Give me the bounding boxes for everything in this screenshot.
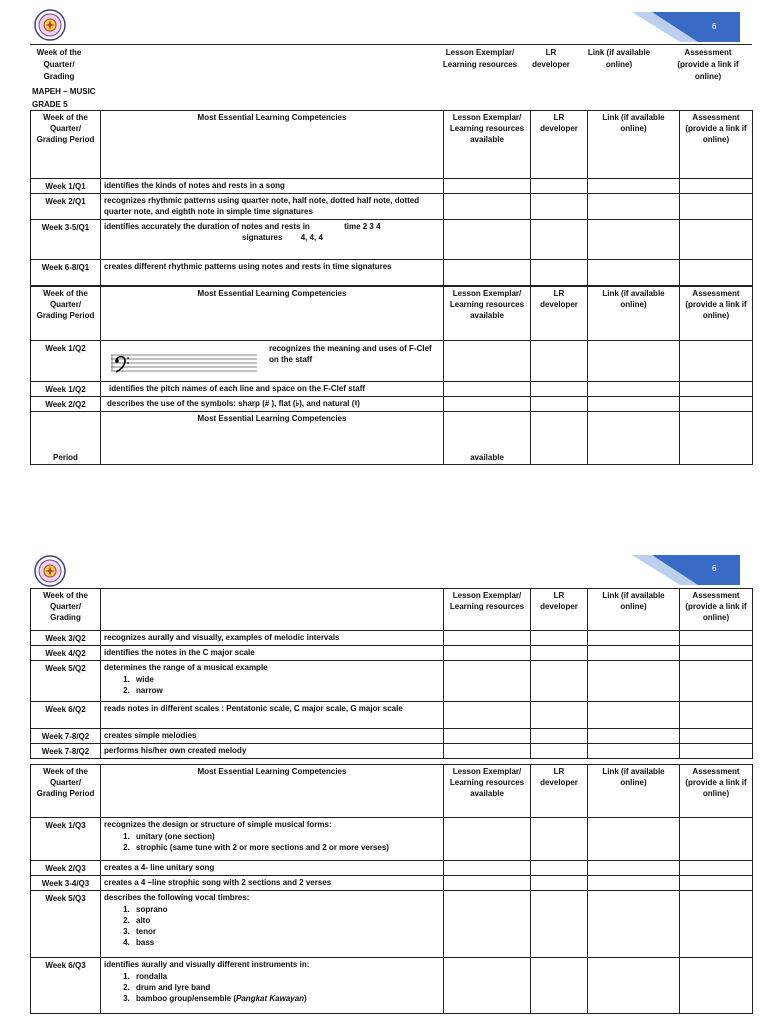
table-row	[31, 876, 753, 891]
signature-values: 4, 4, 4	[300, 233, 323, 242]
competency-cell: creates a 4- line unitary song	[101, 861, 444, 876]
col-link: Link (if available online)	[588, 765, 680, 818]
table-row	[31, 220, 753, 260]
table-row	[31, 260, 753, 286]
week-cell: Week 6/Q3	[31, 958, 101, 1014]
table-row	[31, 729, 753, 744]
header-week: Week of the Quarter/ Grading	[36, 48, 82, 81]
col-lesson: Lesson Exemplar/ Learning resources available	[444, 765, 531, 818]
list-item: 4. bass	[132, 937, 440, 948]
competency-text: identifies aurally and visually different instruments in:	[104, 960, 310, 969]
table-row	[31, 397, 753, 412]
competency-cell: identifies the kinds of notes and rests in a song	[101, 179, 444, 194]
table-row	[31, 179, 753, 194]
competency-cell	[101, 958, 444, 1014]
list-item: 2. strophic (same tune with 2 or more sections and 2 or more verses)	[132, 842, 440, 853]
deped-seal-icon	[34, 9, 66, 41]
q3-table	[30, 764, 753, 1014]
competency-cell: creates a 4 –line strophic song with 2 sections and 2 verses	[101, 876, 444, 891]
competency-text: determines the range of a musical example	[104, 663, 268, 672]
q2-table	[30, 286, 753, 465]
week-cell: Week 6/Q2	[31, 702, 101, 729]
week-cell: Week 2/Q1	[31, 194, 101, 220]
week-cell: Week 1/Q1	[31, 179, 101, 194]
table-header-row	[31, 765, 753, 818]
competency-cell: creates simple melodies	[101, 729, 444, 744]
competency-cell: identifies the notes in the C major scale	[101, 646, 444, 661]
table-row	[31, 341, 753, 382]
competency-cell	[101, 891, 444, 958]
available-label: available	[470, 453, 504, 462]
header-assessment: Assessment (provide a link if online)	[677, 48, 739, 81]
col-mel: Most Essential Learning Competencies	[101, 111, 444, 179]
col-mel: Most Essential Learning Competencies	[101, 765, 444, 818]
table-row	[31, 958, 753, 1014]
week-cell: Week 7-8/Q2	[31, 744, 101, 759]
list-item: 1. unitary (one section)	[132, 831, 440, 842]
week-cell	[31, 412, 101, 465]
deped-seal-icon	[34, 555, 66, 587]
competency-cell: recognizes rhythmic patterns using quarter note, half note, dotted half note, dotted quarter note, and eighth note in simple time signatures	[101, 194, 444, 220]
week-cell: Week 1/Q2	[31, 341, 101, 382]
list-item: 2. narrow	[132, 685, 440, 696]
col-link: Link (if available online)	[588, 111, 680, 179]
week-cell: Week 2/Q2	[31, 397, 101, 412]
col-lr: LR developer	[531, 111, 588, 179]
table-row	[31, 818, 753, 861]
list-item: 1. rondalla	[132, 971, 440, 982]
competency-cell: reads notes in different scales : Pentatonic scale, C major scale, G major scale	[101, 702, 444, 729]
competency-cell: performs his/her own created melody	[101, 744, 444, 759]
competency-text: describes the following vocal timbres:	[104, 893, 250, 902]
week-cell: Week 5/Q2	[31, 661, 101, 702]
table-row	[31, 382, 753, 397]
page-number: 6	[712, 22, 717, 31]
competency-cell: recognizes aurally and visually, examples of melodic intervals	[101, 631, 444, 646]
instruments-list	[104, 971, 440, 1004]
competency-cell: identifies the pitch names of each line and space on the F-Clef staff	[101, 382, 444, 397]
header-link: Link (if available online)	[587, 48, 651, 69]
timbres-list	[104, 904, 440, 948]
competency-cell: creates different rhythmic patterns using notes and rests in time signatures	[101, 260, 444, 286]
week-cell: Week 2/Q3	[31, 861, 101, 876]
col-mel: Most Essential Learning Competencies	[101, 287, 444, 341]
week-cell: Week 3/Q2	[31, 631, 101, 646]
list-item: 3. tenor	[132, 926, 440, 937]
table-row	[31, 646, 753, 661]
col-week: Week of the Quarter/ Grading Period	[31, 287, 101, 341]
col-lesson: Lesson Exemplar/ Learning resources available	[444, 111, 531, 179]
competency-cell	[101, 220, 444, 260]
week-cell: Week 1/Q2	[31, 382, 101, 397]
col-link: Link (if available online)	[588, 287, 680, 341]
page-1	[0, 0, 768, 470]
competency-cell	[101, 341, 444, 382]
list-item: 1. soprano	[132, 904, 440, 915]
list-item: 1. wide	[132, 674, 440, 685]
header-lr: LR developer	[532, 48, 570, 69]
week-cell: Week 4/Q2	[31, 646, 101, 661]
table-row	[31, 702, 753, 729]
competency-cell: describes the use of the symbols: sharp (# ), flat (♭), and natural (♮)	[101, 397, 444, 412]
list-item: 2. alto	[132, 915, 440, 926]
period-label: Period	[53, 453, 78, 462]
week-cell: Week 7-8/Q2	[31, 729, 101, 744]
table-header-row	[31, 287, 753, 341]
competency-cell	[101, 818, 444, 861]
week-cell: Week 3-5/Q1	[31, 220, 101, 260]
week-cell: Week 1/Q3	[31, 818, 101, 861]
page-ribbon-icon	[632, 555, 740, 585]
q1-table	[30, 110, 753, 286]
col-assessment: Assessment (provide a link if online)	[680, 765, 753, 818]
f-clef-staff-icon	[111, 353, 259, 375]
table-row	[31, 861, 753, 876]
col-assessment: Assessment (provide a link if online)	[680, 111, 753, 179]
col-assessment: Assessment (provide a link if online)	[680, 287, 753, 341]
header-assessment: Assessment (provide a link if online)	[680, 589, 753, 631]
competency-text: recognizes the meaning and uses of F-Clef on the staff	[269, 344, 432, 364]
week-cell: Week 6-8/Q1	[31, 260, 101, 286]
subject-label: MAPEH – MUSIC	[32, 87, 96, 96]
table-row	[31, 744, 753, 759]
week-cell: Week 3-4/Q3	[31, 876, 101, 891]
list-item: 2. drum and lyre band	[132, 982, 440, 993]
table-row	[31, 891, 753, 958]
page-2	[0, 545, 768, 1024]
header-lesson: Lesson Exemplar/ Learning resources	[442, 48, 518, 69]
table-row	[31, 412, 753, 465]
grade-label: GRADE 5	[32, 100, 68, 109]
range-list	[104, 674, 440, 696]
header-lr: LR developer	[531, 589, 588, 631]
table-row	[31, 661, 753, 702]
running-header	[30, 44, 752, 112]
running-header-row	[31, 589, 753, 631]
table-row	[31, 194, 753, 220]
time-label: time 2 3 4	[344, 222, 381, 231]
page-number: 6	[712, 564, 717, 573]
q2-continued-table	[30, 588, 753, 759]
competency-text: identifies accurately the duration of notes and rests in	[104, 222, 310, 231]
competency-cell	[101, 661, 444, 702]
table-header-row	[31, 111, 753, 179]
col-week: Week of the Quarter/ Grading Period	[31, 111, 101, 179]
header-week: Week of the Quarter/ Grading	[31, 589, 101, 631]
week-cell: Week 5/Q3	[31, 891, 101, 958]
signatures-label: signatures	[242, 233, 283, 242]
forms-list	[104, 831, 440, 853]
header-link: Link (if available online)	[588, 589, 680, 631]
col-lr: LR developer	[531, 765, 588, 818]
col-lesson: Lesson Exemplar/ Learning resources available	[444, 287, 531, 341]
competency-text: recognizes the design or structure of simple musical forms:	[104, 820, 332, 829]
header-lesson: Lesson Exemplar/ Learning resources	[444, 589, 531, 631]
table-row	[31, 631, 753, 646]
page-ribbon-icon	[632, 12, 740, 42]
lesson-cell	[444, 412, 531, 465]
list-item: 3. bamboo group/ensemble (Pangkat Kawayan)	[132, 993, 440, 1004]
col-lr: LR developer	[531, 287, 588, 341]
col-mel: Most Essential Learning Competencies	[101, 412, 444, 465]
col-week: Week of the Quarter/ Grading Period	[31, 765, 101, 818]
